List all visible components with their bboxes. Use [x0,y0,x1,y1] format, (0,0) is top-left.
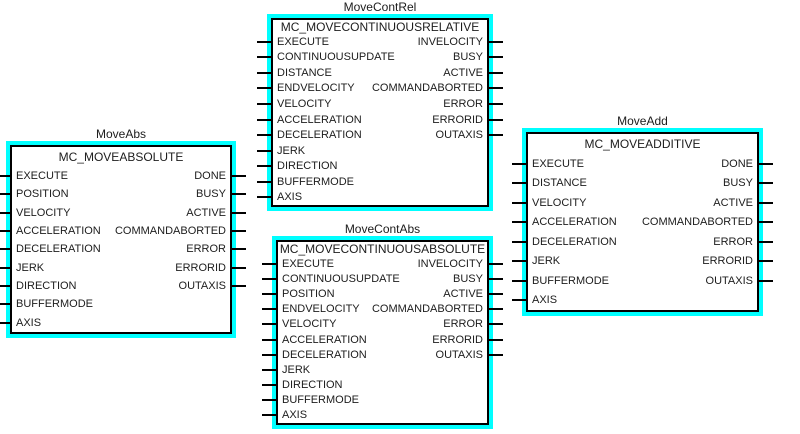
function-block-moveadd[interactable] [526,114,759,312]
pin-row [278,378,487,393]
input-pin-connector[interactable] [0,303,12,305]
pin-row [273,143,487,159]
pin-row [528,213,757,233]
output-pin-connector[interactable] [487,72,503,74]
pin-row [12,167,230,185]
output-pin-label: OUTAXIS [178,280,226,293]
pin-row [273,34,487,50]
input-pin-connector[interactable] [257,87,273,89]
output-pin-connector[interactable] [487,354,503,356]
output-pin-connector[interactable] [487,308,503,310]
input-pin-label: BUFFERMODE [16,298,93,311]
output-pin-label: ERROR [186,243,226,256]
input-pin-connector[interactable] [262,399,278,401]
instance-name-label[interactable]: MoveContAbs [344,222,421,236]
output-pin-connector[interactable] [230,267,246,269]
output-pin-label: ERROR [443,318,483,331]
input-pin-label: CONTINUOUSUPDATE [277,51,395,64]
input-pin-connector[interactable] [262,384,278,386]
input-pin-connector[interactable] [262,293,278,295]
pin-row [273,112,487,128]
output-pin-connector[interactable] [487,293,503,295]
output-pin-label: INVELOCITY [417,257,483,270]
pin-row [12,204,230,222]
input-pin-connector[interactable] [262,323,278,325]
input-pin-connector[interactable] [257,119,273,121]
output-pin-label: ACTIVE [186,206,226,219]
pin-row [278,256,487,271]
input-pin-connector[interactable] [262,263,278,265]
input-pin-connector[interactable] [262,354,278,356]
input-pin-label: AXIS [277,191,303,204]
input-pin-connector[interactable] [257,150,273,152]
input-pin-label: DECELERATION [16,243,101,256]
output-pin-label: COMMANDABORTED [371,82,483,95]
output-pin-label: OUTAXIS [705,274,753,287]
output-pin-connector[interactable] [757,182,773,184]
input-pin-label: DISTANCE [277,66,332,79]
input-pin-connector[interactable] [257,196,273,198]
input-pin-connector[interactable] [512,202,528,204]
input-pin-label: DECELERATION [532,235,617,248]
input-pin-label: BUFFERMODE [532,274,609,287]
input-pin-label: EXECUTE [282,257,334,270]
input-pin-connector[interactable] [0,267,12,269]
input-pin-label: ACCELERATION [532,216,617,229]
pin-row [273,158,487,174]
input-pin-label: EXECUTE [16,170,68,183]
pin-row [528,232,757,252]
output-pin-label: BUSY [196,188,226,201]
pin-row [528,174,757,194]
output-pin-label: DONE [721,157,753,170]
input-pin-label: DIRECTION [16,280,77,293]
output-pin-connector[interactable] [230,212,246,214]
output-pin-label: COMMANDABORTED [371,303,483,316]
input-pin-connector[interactable] [0,285,12,287]
input-pin-connector[interactable] [257,103,273,105]
instance-name-label[interactable]: MoveAdd [617,114,668,128]
input-pin-label: VELOCITY [277,97,332,110]
output-pin-connector[interactable] [487,56,503,58]
pin-row [278,408,487,423]
pin-row [273,189,487,205]
input-pin-label: VELOCITY [532,196,587,209]
input-pin-label: BUFFERMODE [277,175,354,188]
output-pin-connector[interactable] [230,285,246,287]
pin-row [273,127,487,143]
instance-name-label[interactable]: MoveContRel [343,0,417,14]
output-pin-connector[interactable] [487,87,503,89]
input-pin-label: JERK [277,144,306,157]
output-pin-label: ERRORID [702,255,753,268]
pin-row [273,50,487,66]
input-pin-connector[interactable] [512,260,528,262]
input-pin-connector[interactable] [0,193,12,195]
input-pin-label: ACCELERATION [282,333,367,346]
input-pin-label: POSITION [282,287,335,300]
pin-row [12,222,230,240]
input-pin-connector[interactable] [257,41,273,43]
input-pin-label: ENDVELOCITY [277,82,355,95]
pin-row [528,252,757,272]
input-pin-connector[interactable] [257,134,273,136]
input-pin-connector[interactable] [512,182,528,184]
output-pin-connector[interactable] [757,280,773,282]
pin-rows [273,34,487,205]
pin-row [528,291,757,311]
output-pin-label: ACTIVE [443,66,483,79]
input-pin-connector[interactable] [512,299,528,301]
function-block-movecontabs[interactable] [276,222,489,425]
output-pin-label: ERRORID [432,333,483,346]
output-pin-connector[interactable] [230,230,246,232]
input-pin-connector[interactable] [0,175,12,177]
input-pin-connector[interactable] [262,414,278,416]
pin-row [278,302,487,317]
output-pin-connector[interactable] [757,241,773,243]
pin-row [278,347,487,362]
input-pin-label: JERK [282,363,311,376]
block-type-label: MC_MOVECONTINUOUSABSOLUTE [279,242,486,256]
input-pin-label: JERK [532,255,561,268]
output-pin-label: ERROR [443,97,483,110]
input-pin-connector[interactable] [512,280,528,282]
input-pin-connector[interactable] [0,322,12,324]
input-pin-label: CONTINUOUSUPDATE [282,272,400,285]
output-pin-label: COMMANDABORTED [641,216,753,229]
input-pin-connector[interactable] [0,212,12,214]
pin-row [12,295,230,313]
input-pin-connector[interactable] [257,56,273,58]
block-type-label: MC_MOVEABSOLUTE [58,150,184,164]
output-pin-connector[interactable] [757,221,773,223]
input-pin-label: AXIS [16,316,42,329]
output-pin-connector[interactable] [230,193,246,195]
output-pin-label: DONE [194,170,226,183]
function-block-movecontrel[interactable] [271,0,489,207]
input-pin-label: VELOCITY [16,206,71,219]
pin-row [273,65,487,81]
output-pin-connector[interactable] [487,278,503,280]
pin-row [528,271,757,291]
pin-row [12,185,230,203]
input-pin-label: DISTANCE [532,177,587,190]
input-pin-label: BUFFERMODE [282,394,359,407]
output-pin-connector[interactable] [487,41,503,43]
pin-row [12,314,230,332]
input-pin-label: DECELERATION [277,129,362,142]
input-pin-connector[interactable] [512,221,528,223]
output-pin-connector[interactable] [487,134,503,136]
pin-row [528,154,757,174]
input-pin-connector[interactable] [262,278,278,280]
output-pin-label: OUTAXIS [435,348,483,361]
output-pin-label: COMMANDABORTED [114,225,226,238]
output-pin-connector[interactable] [757,202,773,204]
input-pin-label: DIRECTION [282,379,343,392]
output-pin-label: ERRORID [432,113,483,126]
pin-row [273,174,487,190]
input-pin-label: ACCELERATION [16,225,101,238]
input-pin-label: DECELERATION [282,348,367,361]
pin-row [528,193,757,213]
pin-row [12,259,230,277]
output-pin-label: BUSY [453,51,483,64]
block-type-label: MC_MOVEADDITIVE [584,137,701,151]
output-pin-label: OUTAXIS [435,129,483,142]
pin-row [278,286,487,301]
input-pin-label: AXIS [282,409,308,422]
input-pin-connector[interactable] [512,163,528,165]
pin-row [278,317,487,332]
output-pin-connector[interactable] [230,175,246,177]
pin-row [273,81,487,97]
input-pin-label: POSITION [16,188,69,201]
input-pin-connector[interactable] [262,308,278,310]
output-pin-connector[interactable] [487,103,503,105]
instance-name-label[interactable]: MoveAbs [95,127,147,141]
output-pin-label: ERROR [713,235,753,248]
input-pin-connector[interactable] [257,181,273,183]
input-pin-connector[interactable] [512,241,528,243]
pin-rows [12,167,230,332]
input-pin-label: ENDVELOCITY [282,303,360,316]
pin-row [278,393,487,408]
input-pin-connector[interactable] [257,165,273,167]
pin-row [273,96,487,112]
input-pin-label: VELOCITY [282,318,337,331]
output-pin-connector[interactable] [757,260,773,262]
input-pin-label: JERK [16,261,45,274]
input-pin-connector[interactable] [0,230,12,232]
pin-row [12,277,230,295]
input-pin-label: DIRECTION [277,160,338,173]
input-pin-label: EXECUTE [532,157,584,170]
output-pin-connector[interactable] [230,248,246,250]
pin-row [278,362,487,377]
output-pin-label: ACTIVE [713,196,753,209]
output-pin-label: BUSY [723,177,753,190]
output-pin-connector[interactable] [487,263,503,265]
block-type-label: MC_MOVECONTINUOUSRELATIVE [280,20,480,34]
pin-row [12,240,230,258]
function-block-moveabs[interactable] [10,127,232,334]
pin-rows [278,256,487,423]
pin-rows [528,154,757,310]
input-pin-connector[interactable] [262,339,278,341]
output-pin-connector[interactable] [487,339,503,341]
input-pin-label: EXECUTE [277,35,329,48]
input-pin-label: ACCELERATION [277,113,362,126]
input-pin-label: AXIS [532,294,558,307]
output-pin-label: ERRORID [175,261,226,274]
pin-row [278,271,487,286]
output-pin-label: INVELOCITY [417,35,483,48]
input-pin-connector[interactable] [257,72,273,74]
output-pin-connector[interactable] [487,323,503,325]
output-pin-connector[interactable] [757,163,773,165]
output-pin-label: BUSY [453,272,483,285]
input-pin-connector[interactable] [262,369,278,371]
output-pin-label: ACTIVE [443,287,483,300]
input-pin-connector[interactable] [0,248,12,250]
pin-row [278,332,487,347]
